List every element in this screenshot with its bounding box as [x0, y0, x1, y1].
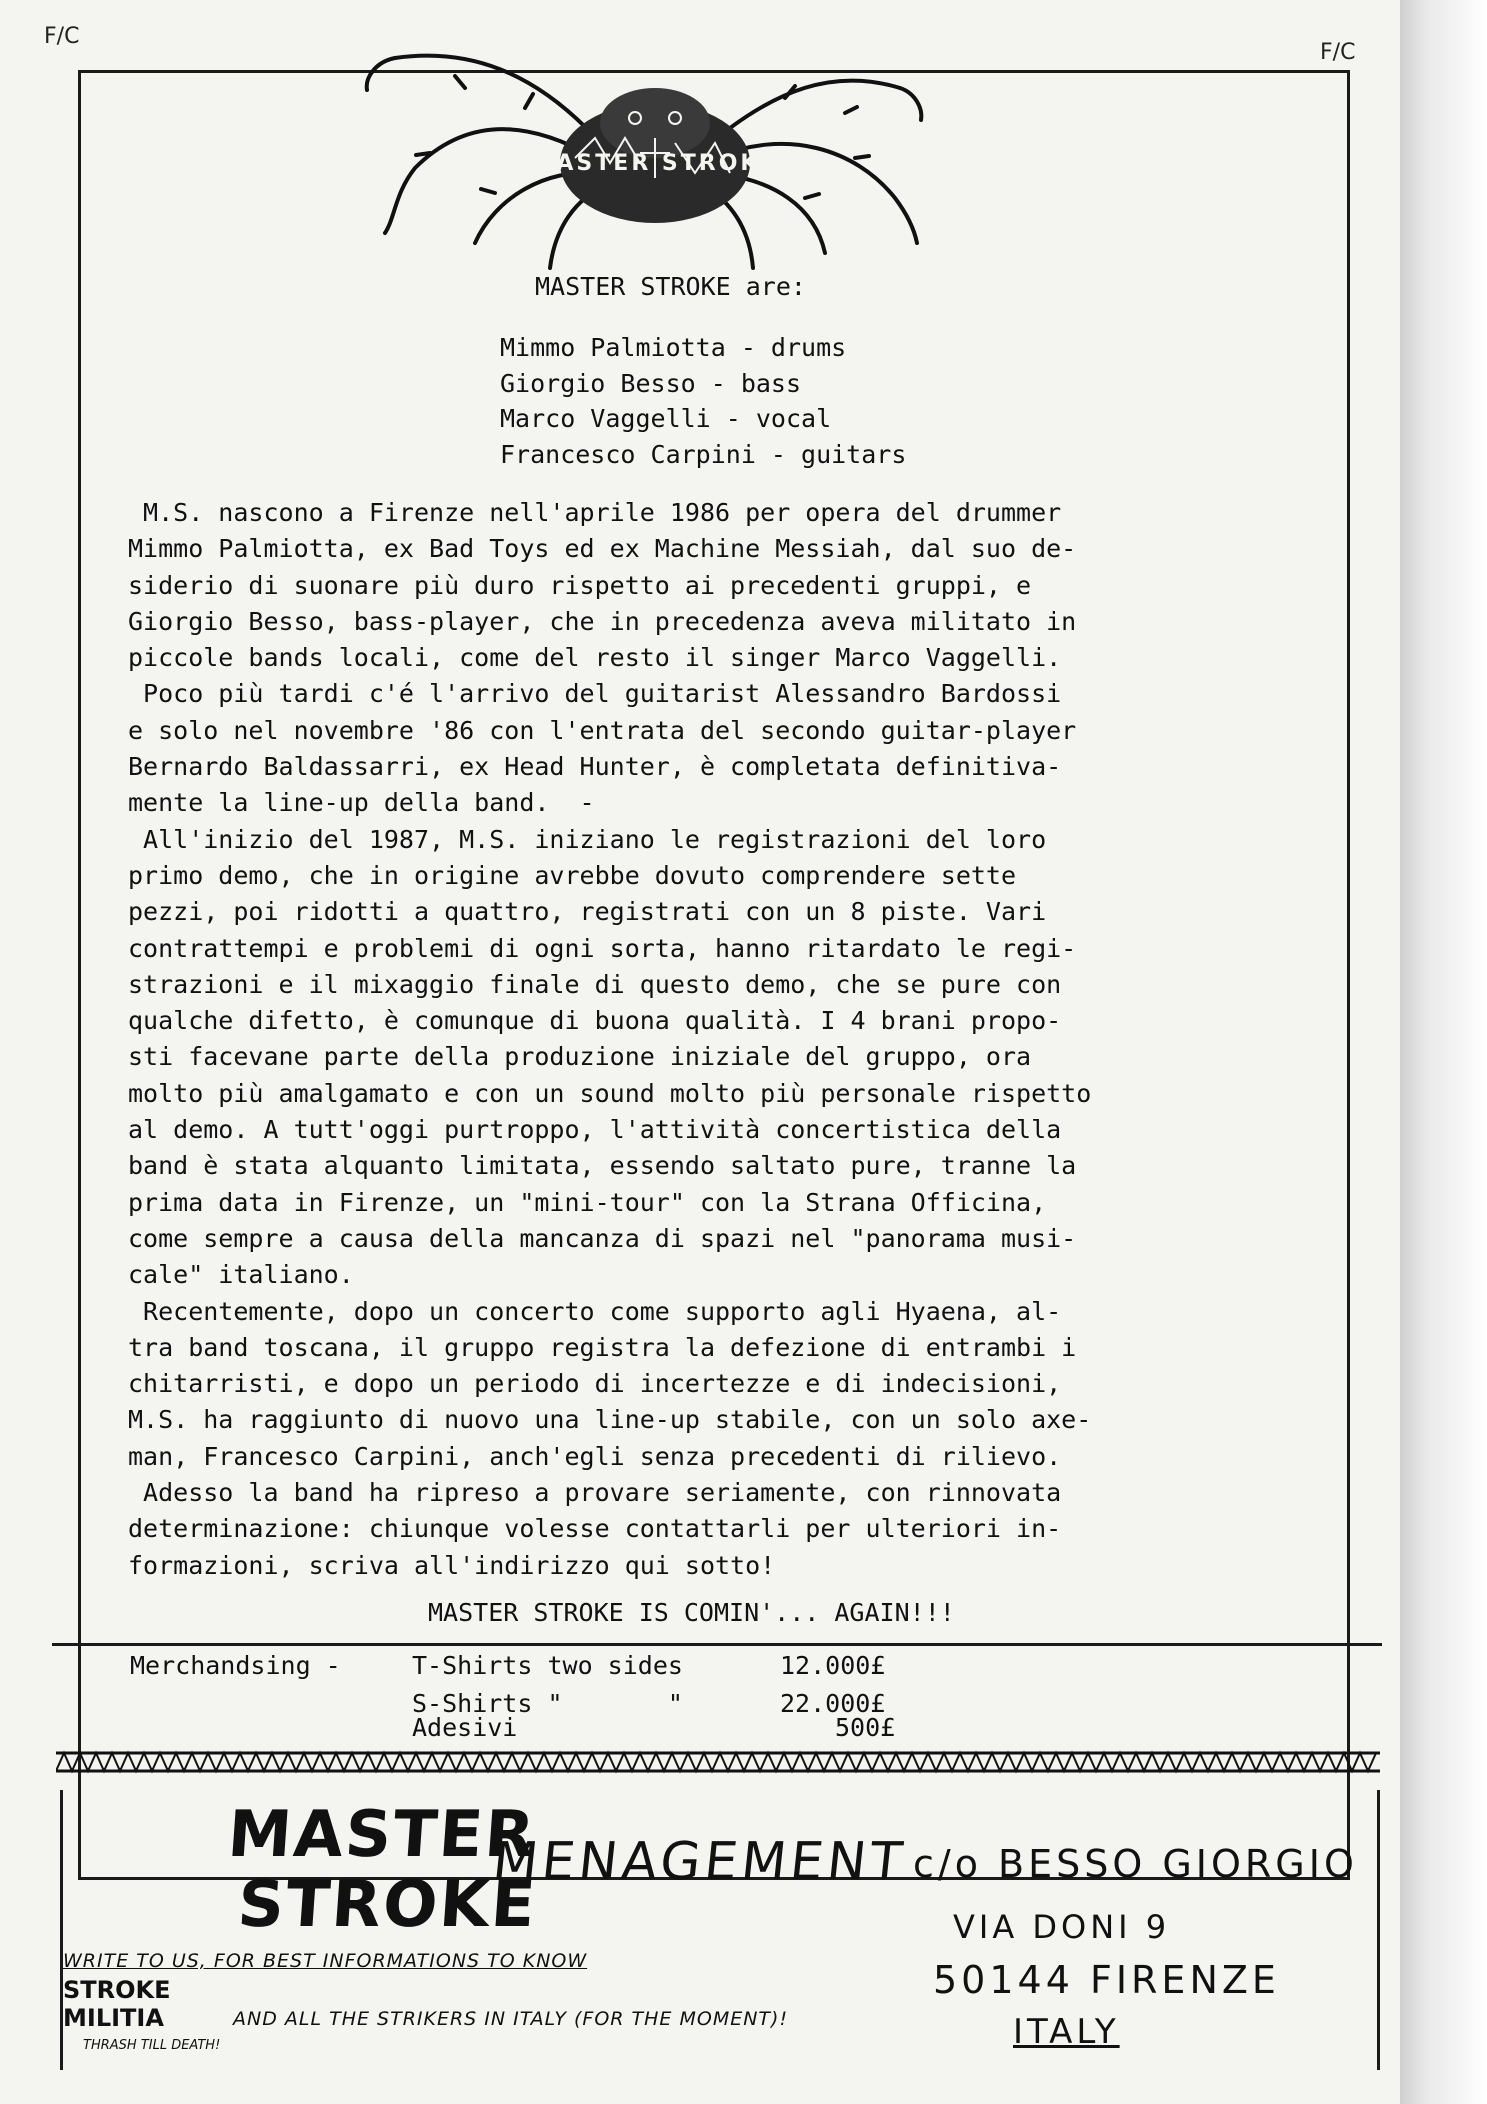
militia-line3: THRASH TILL DEATH! — [83, 2038, 221, 2053]
body-line: siderio di suonare più duro rispetto ai precedenti gruppi, e — [128, 570, 1032, 600]
biography-text — [128, 495, 1318, 1584]
body-line: Mimmo Palmiotta, ex Bad Toys ed ex Machine Messiah, dal suo de- — [128, 534, 1077, 564]
body-line: formazioni, scriva all'indirizzo qui sotto! — [128, 1550, 776, 1580]
address-line2: VIA DONI 9 — [953, 1908, 1171, 1946]
body-line: sti facevane parte della produzione iniziale del gruppo, ora — [128, 1042, 1032, 1072]
body-line: mente la line-up della band. - — [128, 788, 595, 818]
body-line: Bernardo Baldassarri, ex Head Hunter, è completata definitiva- — [128, 752, 1062, 782]
body-line: M.S. ha raggiunto di nuovo una line-up stabile, con un solo axe- — [128, 1405, 1092, 1435]
member-guitars: Francesco Carpini - guitars — [500, 439, 907, 469]
member-vocal: Marco Vaggelli - vocal — [500, 404, 832, 433]
body-line: Giorgio Besso, bass-player, che in precedenza aveva militato in — [128, 606, 1077, 636]
body-line: tra band toscana, il gruppo registra la defezione di entrambi i — [128, 1332, 1077, 1362]
body-line: primo demo, che in origine avrebbe dovuto comprendere sette — [128, 860, 1017, 890]
note-line2: AND ALL THE STRIKERS IN ITALY (FOR THE MOMENT)! — [233, 2008, 789, 2030]
band-name-line1: MASTER — [225, 1798, 539, 1872]
body-line: contrattempi e problemi di ogni sorta, hanno ritardato le regi- — [128, 933, 1077, 963]
divider-line — [52, 1643, 1382, 1646]
body-line: qualche difetto, è comunque di buona qualità. I 4 brani propo- — [128, 1006, 1062, 1036]
body-line: molto più amalgamato e con un sound molto più personale rispetto — [128, 1078, 1092, 1108]
body-line: cale" italiano. — [128, 1260, 354, 1290]
body-line: strazioni e il mixaggio finale di questo demo, che se pure con — [128, 969, 1062, 999]
band-name-line2: STROKE — [235, 1868, 540, 1942]
body-line: band è stata alquanto limitata, essendo saltato pure, tranne la — [128, 1151, 1077, 1181]
address-line3: 50144 FIRENZE — [933, 1958, 1280, 2002]
lineup-heading: MASTER STROKE are: — [535, 272, 806, 301]
body-line: Poco più tardi c'é l'arrivo del guitarist Alessandro Bardossi — [128, 679, 1062, 709]
note-line1: WRITE TO US, FOR BEST INFORMATIONS TO KNOW — [63, 1950, 588, 1972]
body-line: M.S. nascono a Firenze nell'aprile 1986 per opera del drummer — [128, 498, 1062, 527]
merch-item-price: 12.000£ — [780, 1651, 886, 1680]
member-drums: Mimmo Palmiotta - drums — [500, 333, 847, 362]
members-list — [500, 330, 906, 472]
merch-item-price: 500£ — [835, 1713, 896, 1742]
spider-logo-illustration — [355, 28, 955, 278]
body-line: determinazione: chiunque volesse contattarli per ulteriori in- — [128, 1514, 1062, 1544]
page-edge-shadow — [1400, 0, 1487, 2104]
body-line: piccole bands locali, come del resto il singer Marco Vaggelli. — [128, 643, 1062, 673]
body-line: chitarristi, e dopo un periodo di incertezze e di indecisioni, — [128, 1369, 1062, 1399]
merch-item-price: 22.000£ — [780, 1689, 886, 1718]
militia-line1: STROKE — [63, 1976, 171, 2004]
body-line: Recentemente, dopo un concerto come supporto agli Hyaena, al- — [128, 1296, 1062, 1326]
merch-item-name: T-Shirts two sides — [412, 1651, 683, 1680]
body-line: prima data in Firenze, un "mini-tour" con la Strana Officina, — [128, 1187, 1047, 1217]
logo-text: MASTER STROKE — [531, 151, 779, 176]
member-bass: Giorgio Besso - bass — [500, 368, 802, 398]
closing-slogan: MASTER STROKE IS COMIN'... AGAIN!!! — [428, 1598, 955, 1627]
body-line: e solo nel novembre '86 con l'entrata del secondo guitar-player — [128, 715, 1077, 745]
merch-item-name: Adesivi — [412, 1713, 518, 1742]
militia-line2: MILITIA — [63, 2004, 164, 2032]
body-line: All'inizio del 1987, M.S. iniziano le registrazioni del loro — [128, 824, 1047, 854]
address-line4: ITALY — [1013, 2012, 1120, 2052]
body-line: come sempre a causa della mancanza di spazi nel "panorama musi- — [128, 1223, 1077, 1253]
body-line: man, Francesco Carpini, anch'egli senza precedenti di rilievo. — [128, 1441, 1062, 1471]
body-line: al demo. A tutt'oggi purtroppo, l'attività concertistica della — [128, 1115, 1062, 1145]
management-label: MENAGEMENT — [489, 1832, 909, 1892]
zigzag-border — [56, 1750, 1380, 1774]
body-line: Adesso la band ha ripreso a provare seriamente, con rinnovata — [128, 1478, 1062, 1508]
corner-mark-left: F/C — [44, 24, 80, 49]
corner-mark-right: F/C — [1320, 40, 1356, 65]
merch-label: Merchandsing - — [130, 1651, 341, 1680]
body-line: pezzi, poi ridotti a quattro, registrati con un 8 piste. Vari — [128, 897, 1047, 927]
management-footer — [60, 1790, 1380, 2070]
address-line1: c/o BESSO GIORGIO — [913, 1842, 1358, 1886]
merch-item-name: S-Shirts " " — [412, 1689, 683, 1718]
